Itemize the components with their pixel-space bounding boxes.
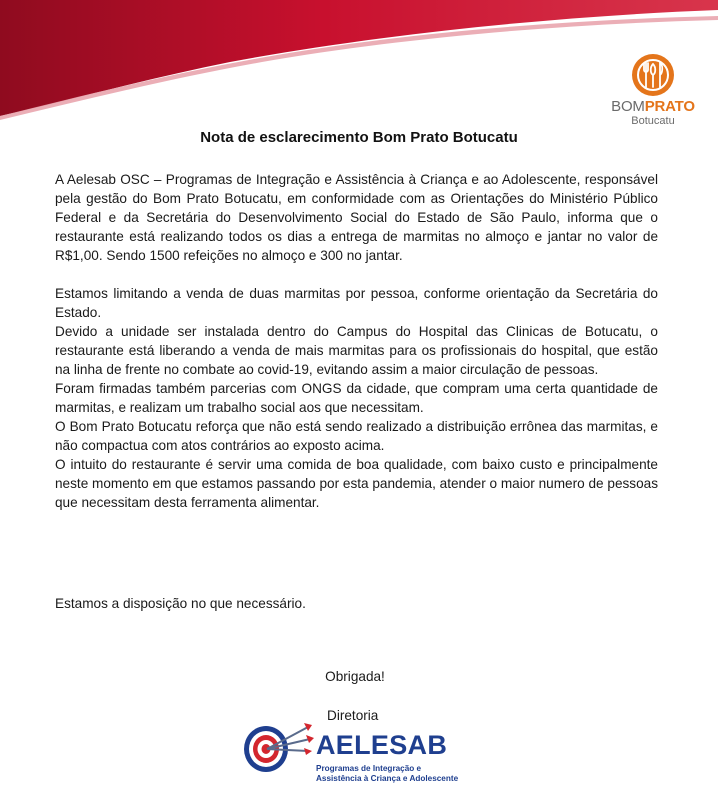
bom-prato-city: Botucatu [631, 115, 675, 127]
paragraph: Devido a unidade ser instalada dentro do Campus do Hospital das Clinicas de Botucatu, o restaurante está liberando a venda de mais marmitas para os profissionais do hospital, que estão na linha de frente no combate ao covid-19, evitando assim a maior circulação de pessoas. [55, 324, 658, 377]
paragraph: O intuito do restaurante é servir uma comida de boa qualidade, com baixo custo e principalmente neste momento em que estamos passando por esta pandemia, atender o maior numero de pessoas que necessitam desta ferramenta alimentar. [55, 457, 659, 510]
thanks-line: Obrigada! [325, 669, 385, 684]
target-arrows-icon [242, 721, 314, 791]
aelesab-subtitle: Programas de Integração e Assistência à Criança e Adolescente [316, 764, 459, 783]
closing-line: Estamos a disposição no que necessário. [55, 596, 306, 611]
aelesab-logo [242, 721, 482, 791]
document-body [55, 170, 658, 512]
paragraph: A Aelesab OSC – Programas de Integração e Assistência à Criança e ao Adolescente, responsável pela gestão do Bom Prato Botucatu, em conformidade com as Orientações do Ministério Público Federal e da Secretária do Desenvolvimento Social do Estado de São Paulo, informa que o restaurante está realizando todos os dias a entrega de marmitas no almoço e jantar no valor de R$1,00. Sendo 1500 refeições no almoço e 300 no jantar. [55, 172, 658, 263]
signature-line: Diretoria [327, 708, 379, 723]
paragraph: Foram firmadas também parcerias com ONGS da cidade, que compram uma certa quantidade de marmitas, e realizam um trabalho social aos que necessitam. [55, 381, 658, 415]
aelesab-wordmark: AELESAB [316, 730, 448, 760]
document-title: Nota de esclarecimento Bom Prato Botucatu [200, 129, 518, 146]
paragraph: Estamos limitando a venda de duas marmitas por pessoa, conforme orientação da Secretária do Estado. [55, 286, 658, 320]
cutlery-circle-icon [630, 52, 676, 98]
paragraph: O Bom Prato Botucatu reforça que não está sendo realizado a distribuição errônea das marmitas, e não compactua com atos contrários ao exposto acima. [55, 419, 658, 453]
bom-prato-wordmark: BOMPRATO [611, 98, 695, 115]
bom-prato-logo [603, 52, 703, 127]
